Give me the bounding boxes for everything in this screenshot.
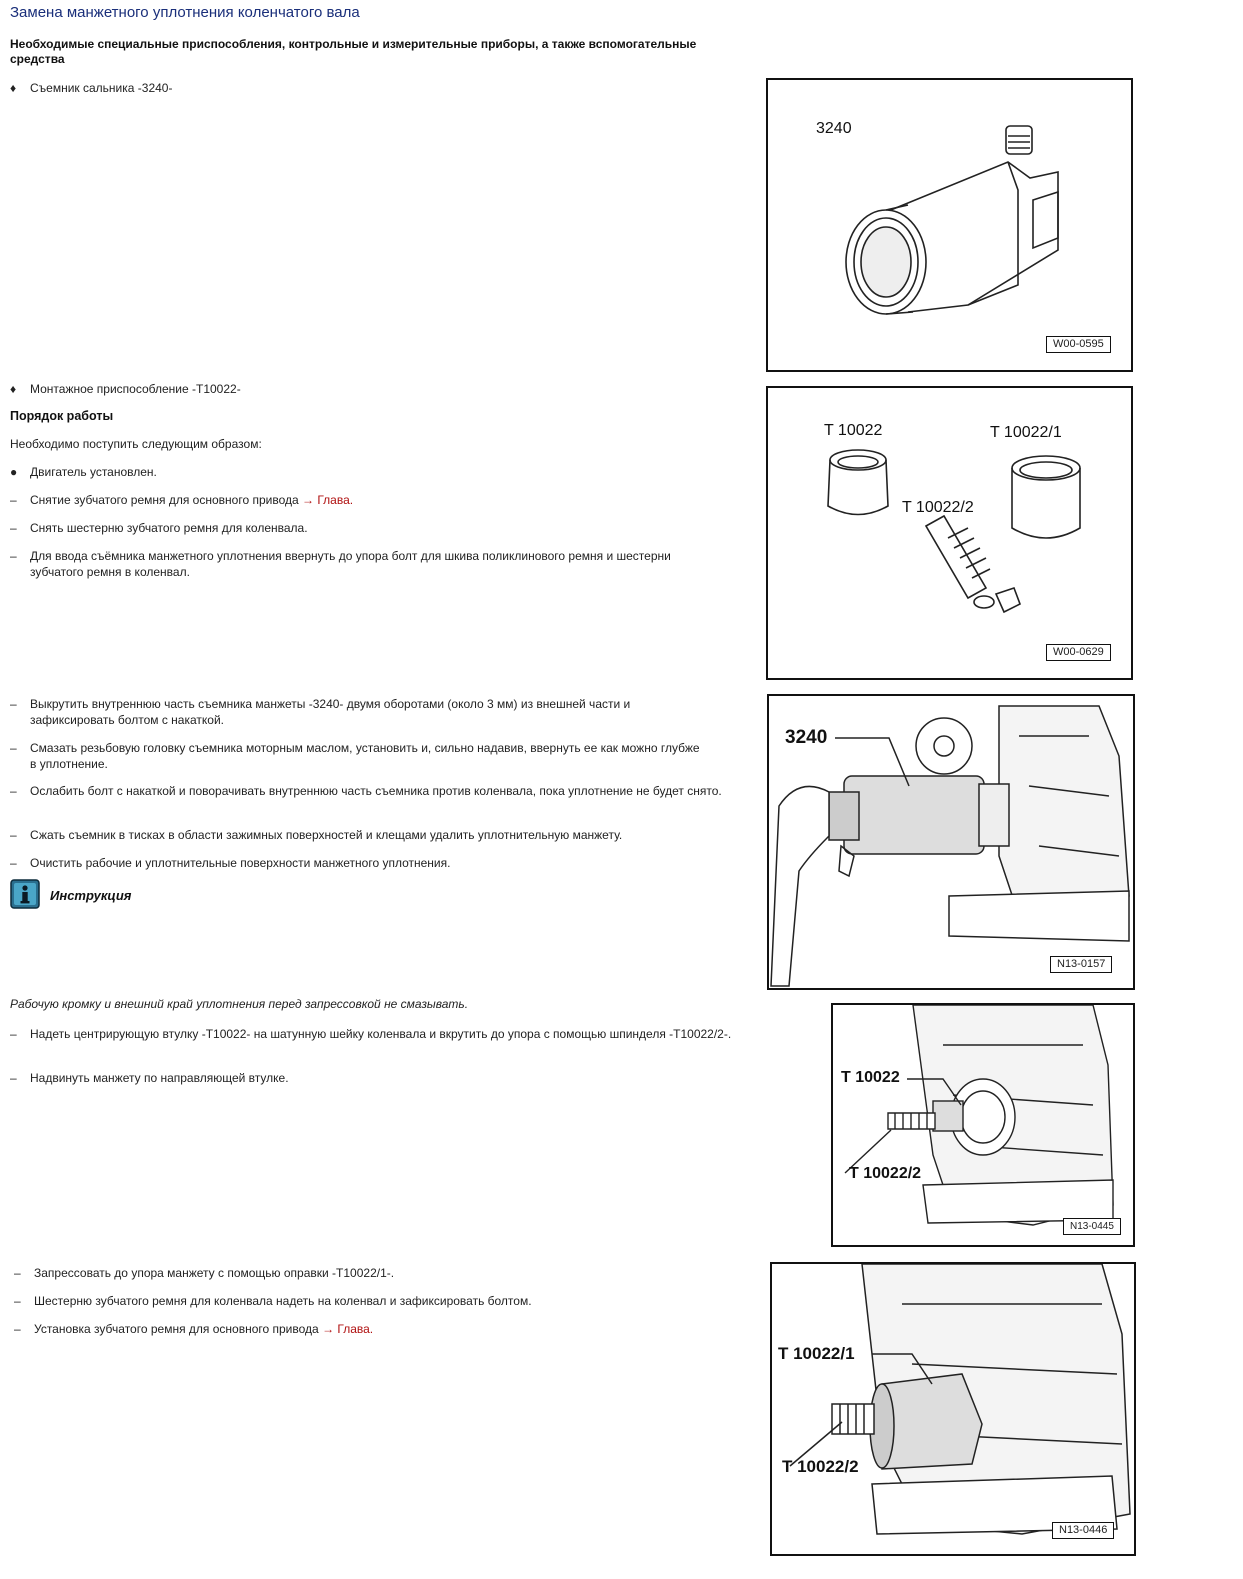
list-item: – Выкрутить внутреннюю часть съемника манжеты -3240- двумя оборотами (около 3 мм) из внешней части и зафиксировать болтом с накаткой. (10, 697, 631, 727)
list-item: – Смазать резьбовую головку съемника моторным маслом, установить и, сильно надавив, ввернуть ее как можно глубже в уплотнение. (10, 741, 700, 771)
chapter-link[interactable]: → Глава. (322, 1322, 374, 1336)
dot-bullet-icon: ● (10, 465, 18, 479)
list-item: ♦ Съемник сальника -3240- (10, 81, 173, 95)
note-label: Инструкция (50, 888, 132, 903)
page-title: Замена манжетного уплотнения коленчатого вала (10, 4, 360, 21)
list-item: – Очистить рабочие и уплотнительные поверхности манжетного уплотнения. (10, 856, 451, 870)
procedure-intro: Необходимо поступить следующим образом: (10, 437, 262, 451)
figure-press-in-tool (770, 1262, 1136, 1556)
list-item: – Шестерню зубчатого ремня для коленвала надеть на коленвал и зафиксировать болтом. (14, 1294, 532, 1308)
figure-code: N13-0446 (1052, 1522, 1114, 1539)
procedure-heading: Порядок работы (10, 409, 114, 423)
list-item: – Ослабить болт с накаткой и поворачивать внутреннюю часть съемника против коленвала, пока уплотнение не будет снято. (10, 784, 722, 798)
figure-label: T 10022 (824, 422, 883, 439)
figure-label: 3240 (785, 727, 828, 748)
figure-label: T 10022/1 (778, 1344, 855, 1363)
figure-label: T 10022/2 (849, 1165, 922, 1182)
figure-label: T 10022/2 (902, 499, 974, 516)
figure-guide-sleeve (831, 1003, 1135, 1247)
list-item: – Снять шестерню зубчатого ремня для коленвала. (10, 521, 308, 535)
list-item: – Для ввода съёмника манжетного уплотнения ввернуть до упора болт для шкива поликлинового ремня и шестерни зубчатого ремня в коленвал. (10, 549, 671, 579)
chapter-link[interactable]: → Глава. (302, 493, 354, 507)
figure-puller-on-engine (767, 694, 1135, 990)
figure-label: T 10022/1 (990, 424, 1062, 441)
guide-sleeve-illustration (833, 1005, 1133, 1245)
figure-code: W00-0595 (1046, 336, 1111, 353)
diamond-bullet-icon: ♦ (10, 382, 17, 396)
press-in-illustration (772, 1264, 1134, 1554)
figure-code: N13-0157 (1050, 956, 1112, 973)
figure-code: N13-0445 (1063, 1218, 1121, 1235)
note-text: Рабочую кромку и внешний край уплотнения перед запрессовкой не смазывать. (10, 997, 469, 1011)
figure-code: W00-0629 (1046, 644, 1111, 661)
list-item: – Снятие зубчатого ремня для основного привода → Глава. (10, 493, 354, 507)
info-icon (10, 879, 40, 909)
list-item: – Надеть центрирующую втулку -T10022- на шатунную шейку коленвала и вкрутить до упора с помощью шпинделя -T10022/2-. (10, 1027, 732, 1041)
figure-label: 3240 (816, 120, 852, 137)
figure-label: T 10022 (841, 1069, 900, 1086)
list-item: ♦ Монтажное приспособление -T10022- (10, 382, 241, 396)
list-item: – Сжать съемник в тисках в области зажимных поверхностей и клещами удалить уплотнительную манжету. (10, 828, 623, 842)
list-item: – Надвинуть манжету по направляющей втулке. (10, 1071, 289, 1085)
diamond-bullet-icon: ♦ (10, 81, 17, 95)
list-item: – Запрессовать до упора манжету с помощью оправки -T10022/1-. (14, 1266, 395, 1280)
figure-label: T 10022/2 (782, 1457, 859, 1476)
tools-heading: Необходимые специальные приспособления, контрольные и измерительные приборы, а также вспомогательные средства (10, 37, 697, 66)
figure-tool-set-t10022 (766, 386, 1133, 680)
tool-set-illustration (768, 388, 1131, 678)
list-item: – Установка зубчатого ремня для основного привода → Глава. (14, 1322, 374, 1336)
figure-puller-3240 (766, 78, 1133, 372)
list-item: ● Двигатель установлен. (10, 465, 157, 479)
